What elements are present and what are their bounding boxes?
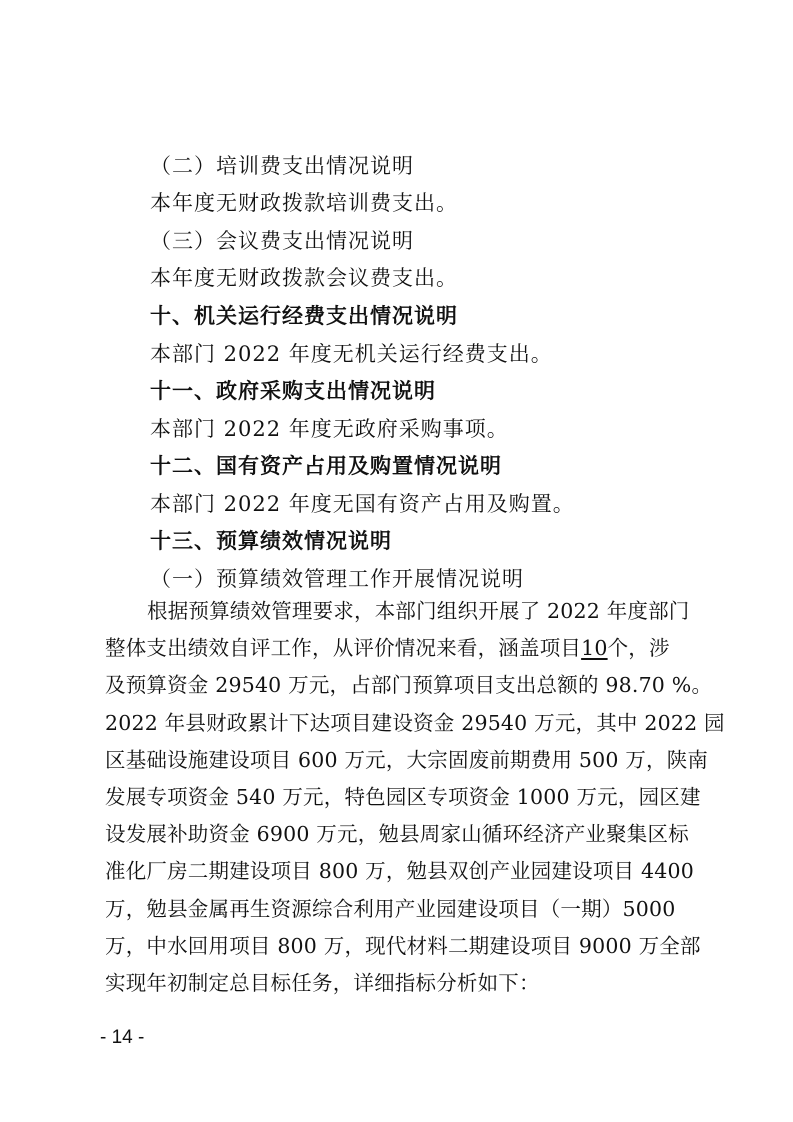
section-10-body: 本部门 2022 年度无机关运行经费支出。 (150, 342, 553, 366)
paragraph-line: 实现年初制定总目标任务，详细指标分析如下： (105, 971, 540, 996)
section-10-heading: 十、机关运行经费支出情况说明 (150, 304, 458, 328)
performance-paragraph (105, 593, 725, 1002)
section-13-subheading-1: （一）预算绩效管理工作开展情况说明 (150, 567, 524, 591)
paragraph-line: 2022 年县财政累计下达项目建设资金 29540 万元，其中 2022 园 (105, 710, 725, 735)
project-count: 10 (581, 636, 608, 661)
section-12-heading: 十二、国有资产占用及购置情况说明 (150, 454, 502, 478)
section-2-heading: （二）培训费支出情况说明 (150, 154, 414, 178)
paragraph-line: 发展专项资金 540 万元，特色园区专项资金 1000 万元，园区建 (105, 785, 701, 810)
page-number: - 14 - (100, 1027, 145, 1048)
section-3-body: 本年度无财政拨款会议费支出。 (150, 266, 458, 290)
paragraph-line: 区基础设施建设项目 600 万元，大宗固废前期费用 500 万，陕南 (105, 747, 709, 772)
paragraph-text: 个，涉 (607, 636, 670, 661)
paragraph-line (105, 630, 695, 667)
paragraph-line: 及预算资金 29540 万元，占部门预算项目支出总额的 98.70 %。 (105, 673, 713, 698)
paragraph-text: 整体支出绩效自评工作，从评价情况来看，涵盖项目 (105, 636, 582, 661)
paragraph-line: 根据预算绩效管理要求，本部门组织开展了 2022 年度部门 (147, 599, 690, 623)
section-3-heading: （三）会议费支出情况说明 (150, 229, 414, 253)
paragraph-line: 万，中水回用项目 800 万，现代材料二期建设项目 9000 万全部 (105, 933, 701, 958)
section-2-body: 本年度无财政拨款培训费支出。 (150, 191, 458, 215)
paragraph-line: 设发展补助资金 6900 万元，勉县周家山循环经济产业聚集区标 (105, 822, 689, 847)
section-11-body: 本部门 2022 年度无政府采购事项。 (150, 417, 509, 441)
section-13-heading: 十三、预算绩效情况说明 (150, 529, 392, 553)
paragraph-line: 万，勉县金属再生资源综合利用产业园建设项目（一期）5000 (105, 896, 676, 921)
paragraph-line: 准化厂房二期建设项目 800 万，勉县双创产业园建设项目 4400 (105, 859, 694, 884)
section-12-body: 本部门 2022 年度无国有资产占用及购置。 (150, 492, 575, 516)
section-11-heading: 十一、政府采购支出情况说明 (150, 379, 436, 403)
